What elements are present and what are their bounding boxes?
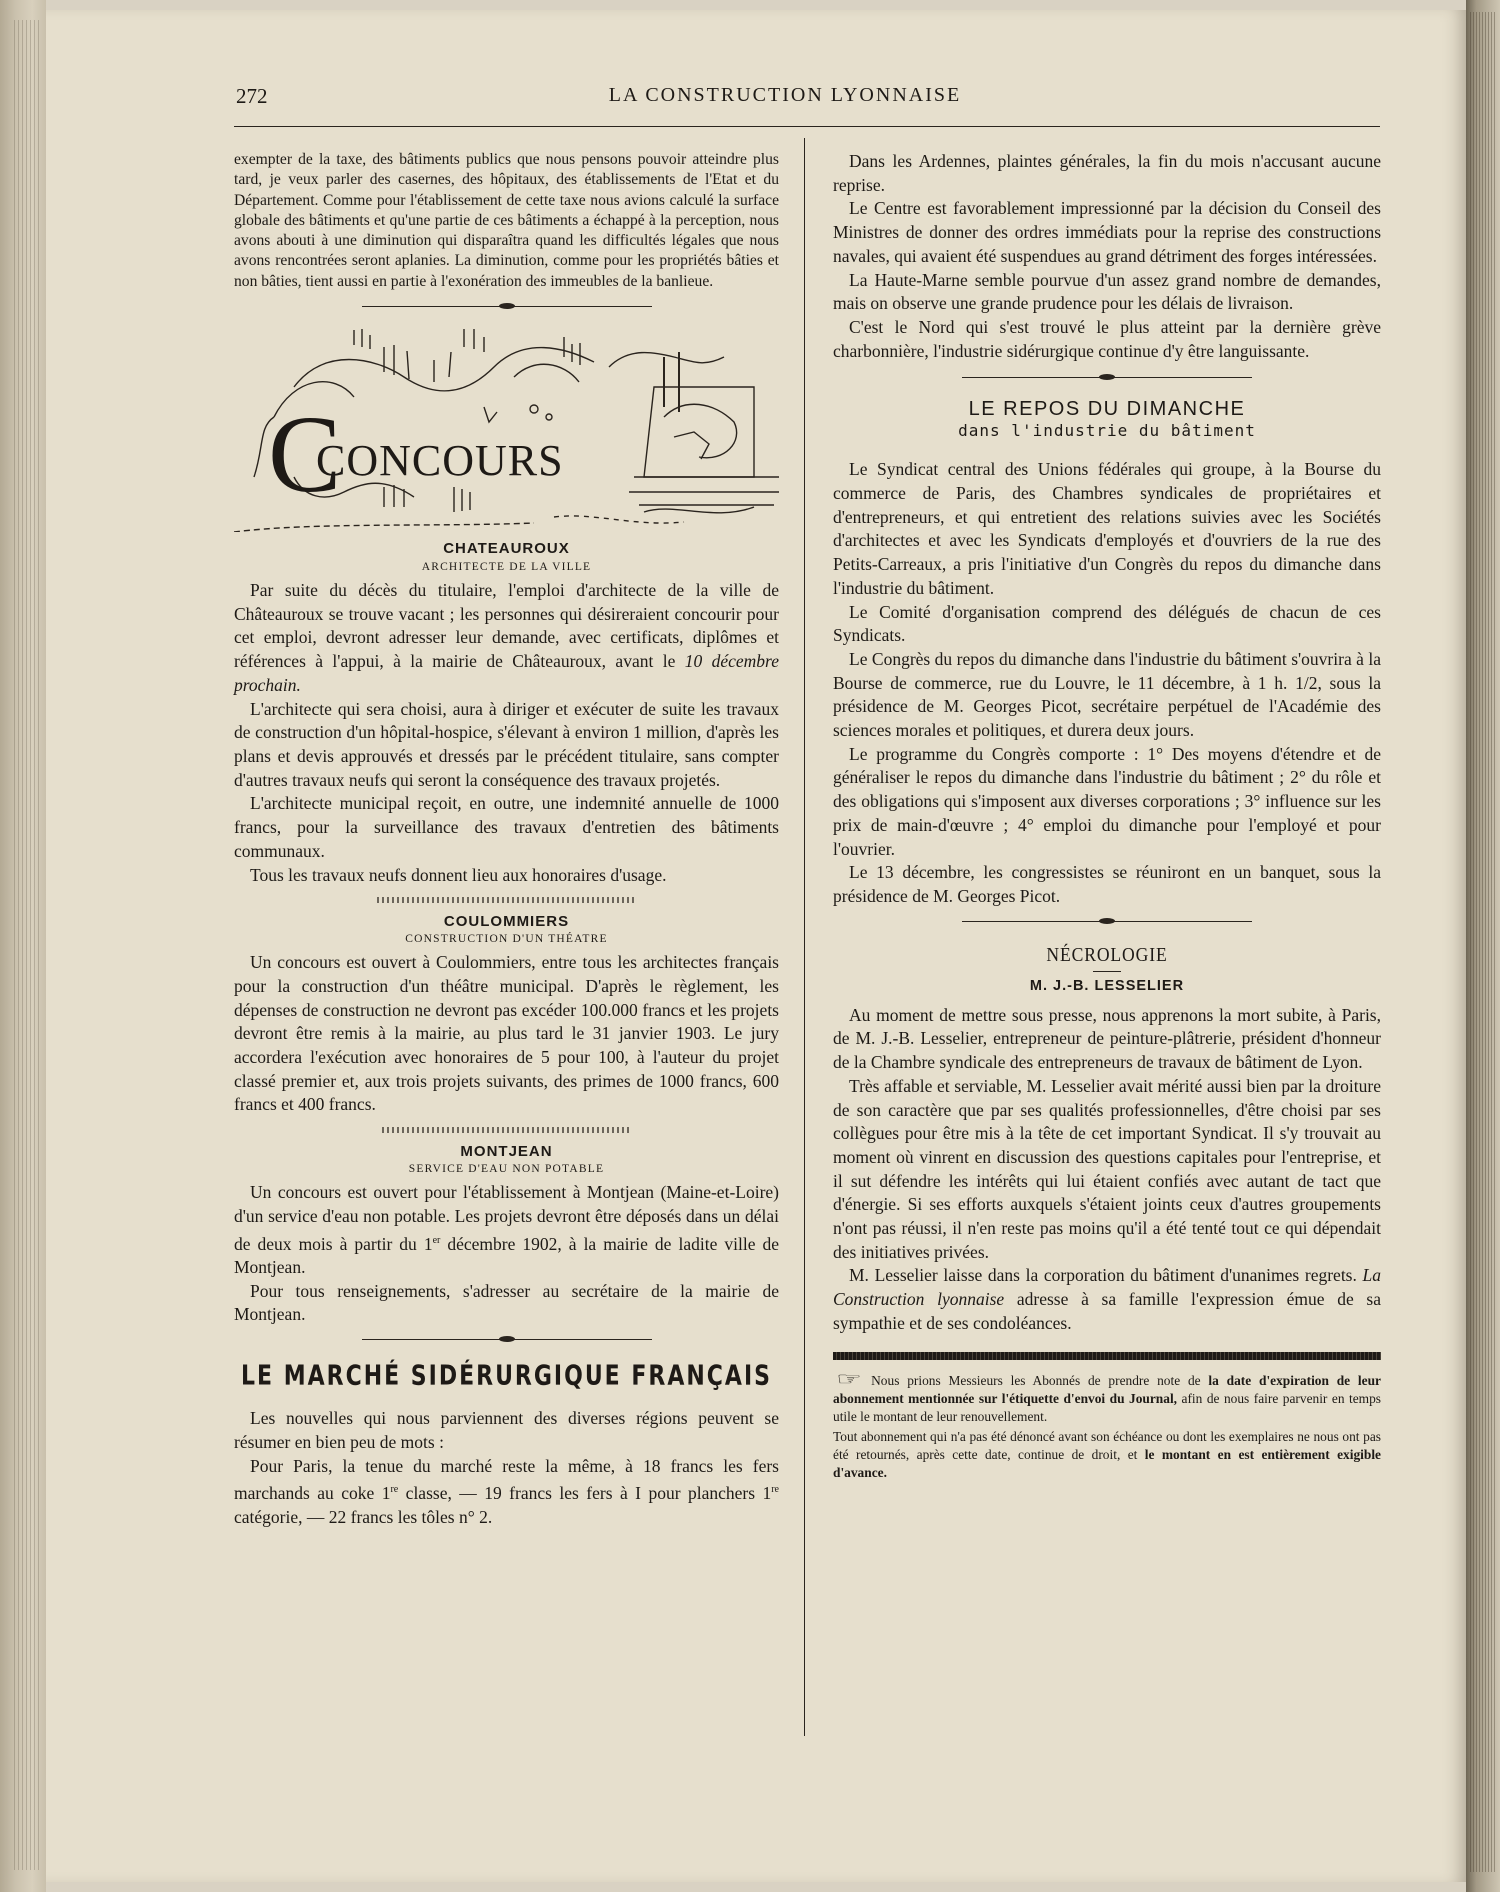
chateauroux-paragraph-1 <box>234 579 779 698</box>
superscript: re <box>390 1484 399 1496</box>
wavy-separator <box>377 897 637 903</box>
repos-paragraph: Le 13 décembre, les congressistes se réuniront en un banquet, sous la présidence de M. Georges Picot. <box>833 862 1381 906</box>
montjean-paragraph-1 <box>234 1181 779 1280</box>
notice-bold-text: le montant en est entièrement exigible d'avance. <box>833 1446 1381 1480</box>
column-rule <box>804 138 805 1736</box>
notice-bold-text: la date d'expiration de leur abonnement mentionnée sur l'étiquette d'envoi du Journal, <box>833 1372 1381 1406</box>
separator-ornament <box>1099 374 1115 380</box>
short-rule <box>1093 971 1121 972</box>
repos-paragraph: Le Congrès du repos du dimanche dans l'industrie du bâtiment s'ouvrira à la Bourse de commerce, rue du Louvre, le 11 décembre, à 1 h. 1/2, sous la présidence de M. Georges Picot, secrétaire perpétuel de l'Académie des sciences morales et politiques, et durera deux jours. <box>833 648 1381 741</box>
superscript: re <box>771 1484 779 1496</box>
chateauroux-title: CHATEAUROUX <box>443 540 570 558</box>
necrologie-title: NÉCROLOGIE <box>1046 943 1168 966</box>
spine-page-edges <box>14 20 42 1870</box>
superscript: er <box>432 1234 441 1246</box>
coulommiers-title: COULOMMIERS <box>443 913 570 931</box>
montjean-title: MONTJEAN <box>460 1143 553 1161</box>
notice-text: Tout abonnement qui n'a pas été dénoncé avant son échéance ou dont les exemplaires ne nous ont pas été retournés, après cette date, continue de droit, et <box>833 1428 1381 1462</box>
marche-paragraph-2 <box>234 1455 779 1530</box>
right-page-edge <box>1466 0 1500 1892</box>
journal-name: La Construction lyonnaise <box>833 1265 1381 1310</box>
concours-ornate-initial: C <box>268 393 342 516</box>
marche-cont-paragraph: La Haute-Marne semble pourvue d'un assez grand nombre de demandes, mais on observe une grande prudence pour les délais de livraison. <box>833 269 1381 314</box>
montjean-subtitle: SERVICE D'EAU NON POTABLE <box>408 1163 605 1176</box>
right-page-stack <box>1470 12 1496 1872</box>
montjean-paragraph-2: Pour tous renseignements, s'adresser au secrétaire de la mairie de Montjean. <box>234 1280 779 1325</box>
coulommiers-subtitle: CONSTRUCTION D'UN THÉATRE <box>405 933 608 946</box>
montjean-p1-text-end: décembre 1902, à la mairie de ladite ville de Montjean. <box>234 1233 779 1278</box>
page-number: 272 <box>236 84 268 108</box>
header-rule <box>234 126 1380 127</box>
separator-ornament <box>499 303 515 309</box>
separator-ornament <box>1099 918 1115 924</box>
repos-paragraph: Le Comité d'organisation comprend des délégués de chacun de ces Syndicats. <box>833 601 1381 646</box>
necrologie-paragraph-1: Au moment de mettre sous presse, nous apprenons la mort subite, à Paris, de M. J.-B. Lesselier, entrepreneur de peinture-plâtrerie, président d'honneur de la Chambre syndicale des entrepreneurs de travaux de bâtiment de Lyon. <box>833 1004 1381 1073</box>
notice-paragraph-1 <box>833 1370 1381 1426</box>
chateauroux-paragraph-2: L'architecte qui sera choisi, aura à diriger et exécuter de suite les travaux de construction d'un hôpital-hospice, s'élevant à environ 1 million, d'après les plans et devis approuvés et dressés par le précédent titulaire, sans compter d'autres travaux neufs qui seront la conséquence des travaux projetés. <box>234 698 779 790</box>
chateauroux-paragraph-4: Tous les travaux neufs donnent lieu aux honoraires d'usage. <box>250 864 667 885</box>
separator-ornament <box>499 1336 515 1342</box>
repos-title: LE REPOS DU DIMANCHE <box>968 398 1246 421</box>
notice-bar <box>833 1352 1381 1360</box>
separator <box>362 306 652 307</box>
intro-paragraph: exempter de la taxe, des bâtiments publics que nous pensons pouvoir atteindre plus tard, je veux parler des casernes, des hôpitaux, des établissements de l'Etat et du Département. Comme pour l'établissement de cette taxe nous avions calculé la surface globale des bâtiments et qu'une partie de ces bâtiments a échappé à la perception, nous avons abouti à une diminution qui disparaîtra quand les difficultés légales que nous avons rencontrées seront aplanies. La diminution, comme pour les propriétés bâties et non bâties, tient aussi en partie à l'exonération des immeubles de la banlieue. <box>234 151 779 290</box>
wavy-separator <box>382 1127 632 1133</box>
montjean-p1-text: Un concours est ouvert pour l'établissement à Montjean (Maine-et-Loire) d'un service d'eau non potable. Les projets devront être déposés dans un délai de deux mois à partir du 1 <box>234 1182 779 1254</box>
marche-cont-paragraph: Dans les Ardennes, plaintes générales, la fin du mois n'accusant aucune reprise. <box>833 151 1381 195</box>
notice-text: afin de nous faire parvenir en temps utile le montant de leur renouvellement. <box>833 1390 1381 1424</box>
repos-paragraph: Le Syndicat central des Unions fédérales qui groupe, à la Bourse du commerce de Paris, des Chambres syndicales de propriétaires et d'entrepreneurs, et qui entretient des relations suivies avec les Sociétés d'architectes et avec les Syndicats d'employés et d'ouvriers de la rue des Petits-Carreaux, a pris l'initiative d'un Congrès du repos du dimanche dans l'industrie du bâtiment. <box>833 459 1381 598</box>
pointing-hand-icon: ☞ <box>836 1368 862 1389</box>
separator <box>962 377 1252 378</box>
subscription-notice <box>833 1370 1381 1482</box>
chateauroux-subtitle: ARCHITECTE DE LA VILLE <box>421 561 592 574</box>
chateauroux-deadline: 10 décembre prochain. <box>234 651 779 695</box>
concours-illustration <box>234 327 779 532</box>
necrologie-paragraph-3 <box>833 1264 1381 1335</box>
marche-cont-paragraph: C'est le Nord qui s'est trouvé le plus atteint par la dernière grève charbonnière, l'industrie sidérurgique continue d'y être languissante. <box>833 316 1381 361</box>
repos-paragraph: Le programme du Congrès comporte : 1° Des moyens d'étendre et de généraliser le repos du dimanche dans l'industrie du bâtiment ; 2° du rôle et des obligations qui s'imposent aux diverses corporations ; 3° influence sur les prix de main-d'œuvre ; 4° emploi du dimanche pour l'employé et pour l'ouvrier. <box>833 743 1381 859</box>
notice-text: Nous prions Messieurs les Abonnés de prendre note de <box>871 1372 1209 1388</box>
chateauroux-p1-text: Par suite du décès du titulaire, l'emploi d'architecte de la ville de Châteauroux se trouve vacant ; les personnes qui désireraient concourir pour cet emploi, devront adresser leur demande, avec certificats, diplômes et références à l'appui, à la mairie de Châteauroux, avant le <box>234 580 779 672</box>
necrologie-paragraph-2: Très affable et serviable, M. Lesselier avait mérité aussi bien par la droiture de son caractère que par ses qualités professionnelles, d'être choisi par ses collègues pour être mis à la tête de cet important Syndicat. Il s'y trouvait au moment où vinrent en discussion des questions capitales pour l'entreprise, et il sut défendre les intérêts qui lui étaient confiés avec autant de tact que d'énergie. Si ses efforts auxquels s'étaient joints ceux d'autres groupements n'ont pas réussi, il n'en reste pas moins qu'il a été tenté tout ce qui dépendait des initiatives privées. <box>833 1075 1381 1262</box>
necrologie-p3-text-end: adresse à sa famille l'expression émue de sa sympathie et de ses condoléances. <box>833 1289 1381 1333</box>
running-title: LA CONSTRUCTION LYONNAISE <box>608 84 962 106</box>
left-column <box>234 150 779 1530</box>
page-header <box>190 84 1380 114</box>
separator <box>362 1339 652 1340</box>
separator <box>962 921 1252 922</box>
chateauroux-paragraph-3: L'architecte municipal reçoit, en outre, une indemnité annuelle de 1000 francs, pour la surveillance des travaux d'entretien des bâtiments communaux. <box>234 793 779 861</box>
book-spine <box>0 0 46 1892</box>
marche-p2-text-mid: classe, — 19 francs les fers à I pour planchers 1 <box>398 1483 772 1504</box>
necrologie-p3-text: M. Lesselier laisse dans la corporation du bâtiment d'unanimes regrets. <box>849 1265 1363 1286</box>
marche-p2-text: Pour Paris, la tenue du marché reste la même, à 18 francs les fers marchands au coke 1 <box>234 1455 779 1504</box>
marche-title: LE MARCHÉ SIDÉRURGIQUE FRANÇAIS <box>241 1361 772 1393</box>
repos-subtitle: dans l'industrie du bâtiment <box>958 421 1256 441</box>
concours-title: CONCOURS <box>316 436 564 486</box>
marche-cont-paragraph: Le Centre est favorablement impressionné par la décision du Conseil des Ministres de donner des ordres immédiats pour la reprise des constructions navales, qui avaient été suspendues au grand détriment des forges intéressées. <box>833 198 1381 266</box>
marche-p2-text-end: catégorie, — 22 francs les tôles n° 2. <box>234 1506 493 1527</box>
notice-paragraph-2 <box>833 1428 1381 1482</box>
right-column <box>833 150 1381 1482</box>
marche-paragraph-1: Les nouvelles qui nous parviennent des diverses régions peuvent se résumer en bien peu de mots : <box>234 1408 779 1452</box>
necrologie-subtitle: M. J.-B. LESSELIER <box>1029 977 1185 994</box>
coulommiers-paragraph: Un concours est ouvert à Coulommiers, entre tous les architectes français pour la construction d'un théâtre municipal. D'après le règlement, les dépenses de construction ne devront pas excéder 100.000 francs et les projets devront être remis à la mairie, au plus tard le 31 janvier 1903. Le jury accordera l'exécution avec honoraires de 5 pour 100, à l'auteur du projet classé premier et, aux trois projets suivants, des primes de 1000 francs, 600 francs et 400 francs. <box>234 952 779 1115</box>
